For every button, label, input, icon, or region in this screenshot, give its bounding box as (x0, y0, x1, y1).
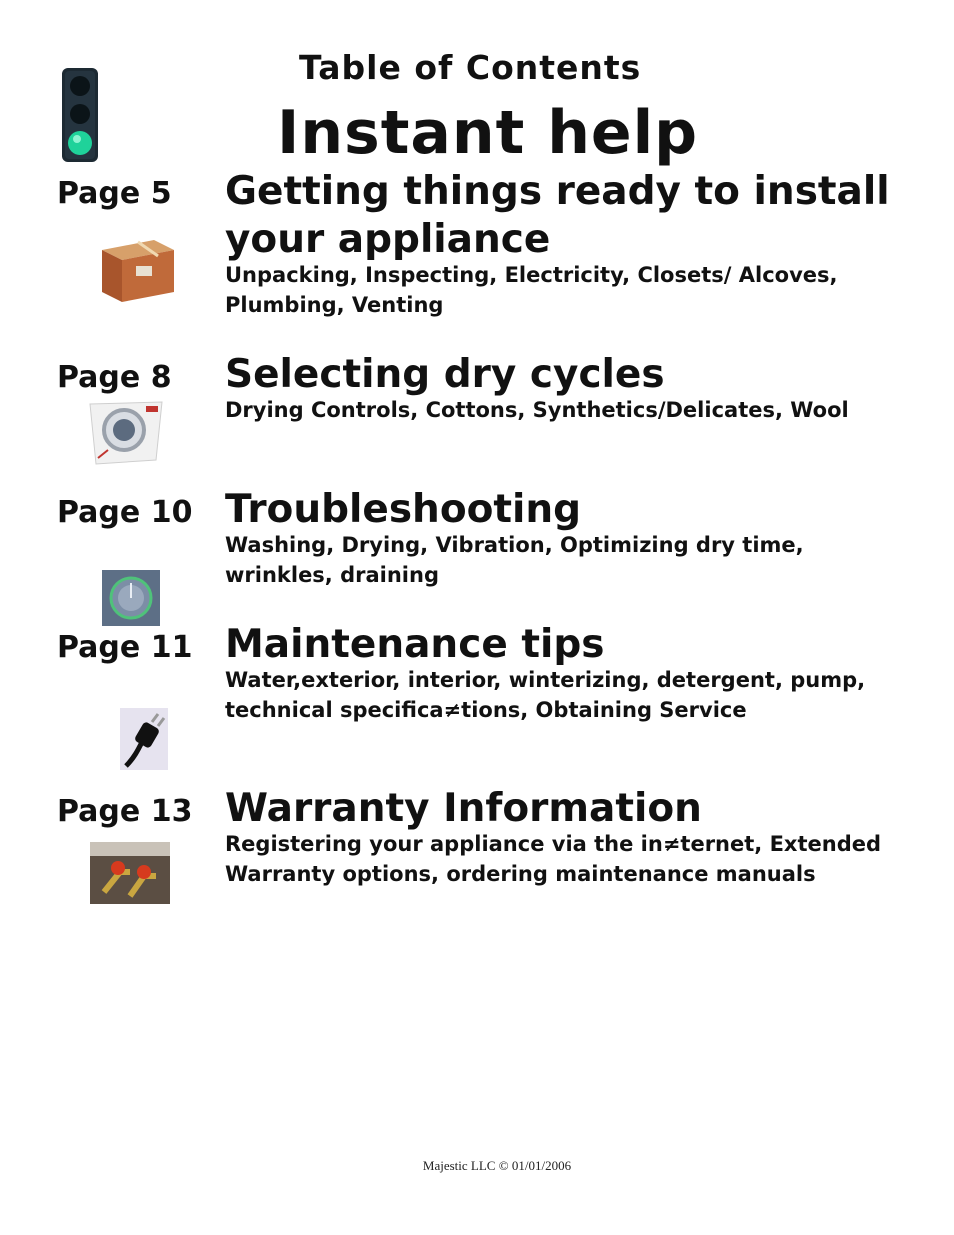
footer-copyright: Majestic LLC © 01/01/2006 (422, 1158, 572, 1173)
section-title-warranty[interactable]: Warranty Information (225, 786, 702, 831)
dryer-drum-icon (84, 398, 168, 466)
page-number-11: Page 11 (57, 630, 193, 665)
page-number-10: Page 10 (57, 495, 193, 530)
section-desc-warranty: Registering your appliance via the in≠ternet, Extended Warranty options, ordering maintenance manuals (225, 832, 882, 886)
plug-icon (120, 708, 168, 770)
section-desc-dry-cycles: Drying Controls, Cottons, Synthetics/Delicates, Wool (225, 398, 849, 422)
section-title-maintenance[interactable]: Maintenance tips (225, 622, 605, 667)
section-desc-troubleshooting: Washing, Drying, Vibration, Optimizing dry time, wrinkles, draining (225, 533, 804, 587)
section-title-install[interactable]: Getting things ready to install your appliance (225, 169, 890, 262)
dial-icon (102, 570, 160, 626)
section-title-troubleshooting[interactable]: Troubleshooting (225, 487, 582, 532)
page-number-5: Page 5 (57, 176, 172, 211)
toc-label: Table of Contents (299, 48, 642, 87)
section-title-dry-cycles[interactable]: Selecting dry cycles (225, 352, 665, 397)
section-desc-maintenance: Water,exterior, interior, winterizing, detergent, pump, technical specifica≠tions, Obtaining Service (225, 668, 866, 722)
traffic-light-icon (58, 66, 102, 164)
page-number-13: Page 13 (57, 794, 193, 829)
section-desc-install: Unpacking, Inspecting, Electricity, Closets/ Alcoves, Plumbing, Venting (225, 263, 838, 317)
page-number-8: Page 8 (57, 360, 172, 395)
box-icon (98, 236, 176, 304)
page-title: Instant help (277, 98, 699, 168)
valves-icon (90, 842, 170, 904)
